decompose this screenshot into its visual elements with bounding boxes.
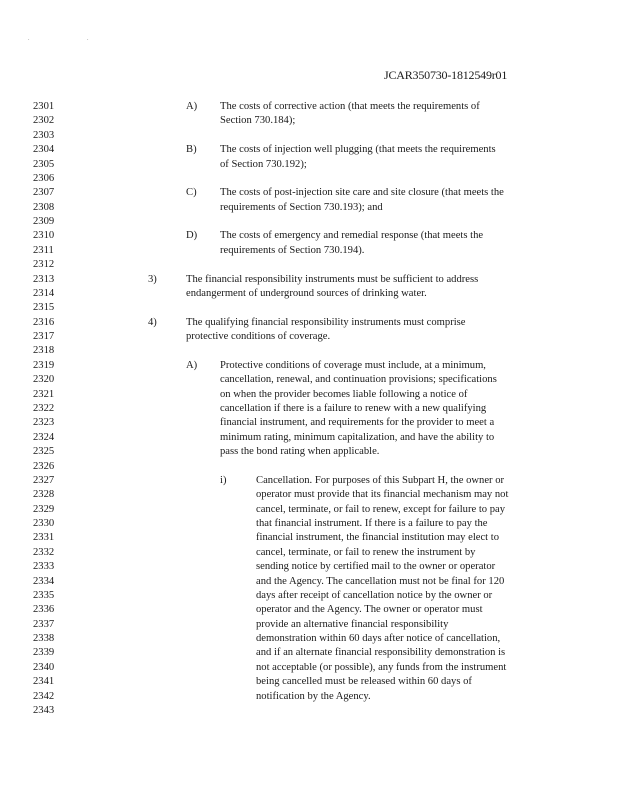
text-line: of Section 730.192); — [220, 158, 307, 170]
line-number: 2318 — [33, 345, 55, 357]
line-number: 2302 — [33, 115, 55, 127]
text-line: The costs of injection well plugging (that meets the requirements — [220, 144, 496, 156]
line-number: 2325 — [33, 446, 55, 458]
text-line: financial instrument, the financial institution may elect to — [256, 532, 499, 544]
line-number: 2326 — [33, 460, 55, 472]
text-line: sending notice by certified mail to the owner or operator — [256, 561, 496, 573]
line-number: 2328 — [33, 489, 55, 501]
text-line: cancellation if there is a failure to renew with a new qualifying — [220, 402, 487, 414]
text-line: minimum rating, minimum capitalization, and have the ability to — [220, 431, 495, 443]
line-number: 2321 — [33, 388, 55, 400]
line-number: 2336 — [33, 604, 55, 616]
text-line: provide an alternative financial responsibility — [256, 618, 449, 630]
line-number: 2340 — [33, 661, 55, 673]
text-line: The costs of emergency and remedial response (that meets the — [220, 230, 484, 242]
text-line: being cancelled must be released within 60 days of — [256, 676, 472, 688]
item-label: B) — [186, 144, 197, 156]
text-line: The costs of post-injection site care and site closure (that meets the — [220, 187, 504, 199]
line-number: 2341 — [33, 676, 55, 688]
text-line: and if an alternate financial responsibility demonstration is — [256, 647, 506, 659]
text-line: requirements of Section 730.193); and — [220, 201, 383, 213]
line-number: 2322 — [33, 402, 55, 414]
line-number: 2313 — [33, 273, 55, 285]
line-number: 2331 — [33, 532, 55, 544]
line-number: 2314 — [33, 287, 55, 299]
text-line: Cancellation. For purposes of this Subpart H, the owner or — [256, 474, 505, 486]
line-number: 2303 — [33, 129, 55, 141]
line-number: 2311 — [33, 244, 54, 256]
line-number: 2312 — [33, 259, 55, 271]
line-number: 2307 — [33, 187, 55, 199]
line-number: 2332 — [33, 546, 55, 558]
text-line: not acceptable (or possible), any funds from the instrument — [256, 661, 507, 673]
scan-specks: . . — [28, 36, 117, 42]
line-number: 2337 — [33, 618, 55, 630]
text-line: financial instrument, and requirements for the provider to meet a — [220, 417, 495, 429]
document-id-header: JCAR350730-1812549r01 — [384, 68, 508, 82]
line-number: 2301 — [33, 101, 55, 112]
text-line: days after receipt of cancellation notice by the owner or — [256, 589, 493, 601]
item-label: D) — [186, 230, 198, 242]
line-number: 2304 — [33, 144, 55, 156]
line-number: 2327 — [33, 474, 55, 486]
text-line: that financial instrument. If there is a failure to pay the — [256, 518, 488, 530]
text-line: Section 730.184); — [220, 115, 296, 127]
text-line: cancellation, renewal, and continuation provisions; specifications — [220, 374, 497, 386]
line-number: 2317 — [33, 331, 55, 343]
line-number: 2319 — [33, 359, 55, 371]
line-number: 2338 — [33, 633, 55, 645]
line-number: 2308 — [33, 201, 55, 213]
line-number: 2334 — [33, 575, 55, 587]
line-number: 2343 — [33, 704, 55, 716]
text-line: protective conditions of coverage. — [186, 331, 331, 343]
item-label: C) — [186, 187, 197, 199]
text-line: operator must provide that its financial mechanism may not — [256, 489, 509, 501]
item-label: i) — [220, 474, 227, 486]
line-number: 2306 — [33, 172, 55, 184]
text-line: operator and the Agency. The owner or operator must — [256, 604, 483, 616]
text-line: on when the provider becomes liable following a notice of — [220, 388, 468, 400]
item-label: 4) — [148, 316, 157, 328]
text-line: and the Agency. The cancellation must not be final for 120 — [256, 575, 505, 587]
text-line: cancel, terminate, or fail to renew the instrument by — [256, 546, 476, 558]
text-line: notification by the Agency. — [256, 690, 371, 702]
text-line: The costs of corrective action (that meets the requirements of — [220, 101, 480, 112]
line-number: 2330 — [33, 518, 55, 530]
line-number: 2309 — [33, 216, 55, 228]
text-line: The financial responsibility instruments must be sufficient to address — [186, 273, 479, 285]
line-number: 2305 — [33, 158, 55, 170]
line-number: 2315 — [33, 302, 55, 314]
item-label: A) — [186, 101, 198, 112]
line-number: 2324 — [33, 431, 55, 443]
text-line: The qualifying financial responsibility instruments must comprise — [186, 316, 466, 328]
text-line: endangerment of underground sources of drinking water. — [186, 287, 427, 299]
text-line: demonstration within 60 days after notice of cancellation, — [256, 633, 501, 645]
text-line: cancel, terminate, or fail to renew, except for failure to pay — [256, 503, 506, 515]
line-number: 2342 — [33, 690, 55, 702]
line-number: 2335 — [33, 589, 55, 601]
line-number: 2320 — [33, 374, 55, 386]
text-line: pass the bond rating when applicable. — [220, 446, 380, 458]
line-number: 2329 — [33, 503, 55, 515]
line-number: 2316 — [33, 316, 55, 328]
line-number: 2333 — [33, 561, 55, 573]
text-line: requirements of Section 730.194). — [220, 244, 365, 256]
text-line: Protective conditions of coverage must include, at a minimum, — [220, 359, 486, 371]
line-number: 2310 — [33, 230, 55, 242]
item-label: A) — [186, 359, 198, 371]
line-number: 2339 — [33, 647, 55, 659]
item-label: 3) — [148, 273, 157, 285]
line-number: 2323 — [33, 417, 55, 429]
